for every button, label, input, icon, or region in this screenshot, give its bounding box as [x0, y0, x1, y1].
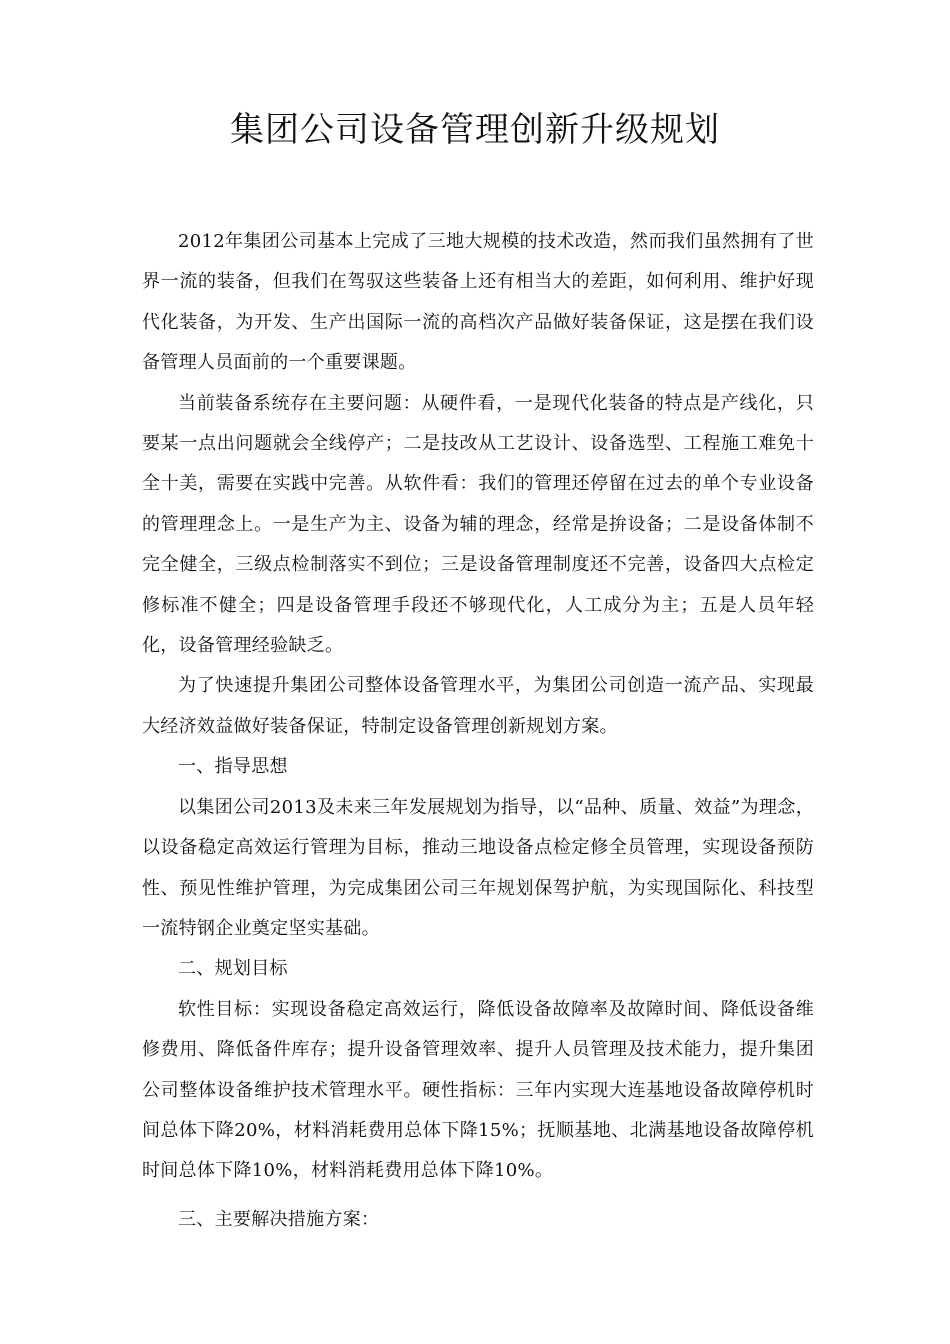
section-heading-guiding-principle: 一、指导思想 [178, 756, 288, 778]
problems-paragraph: 当前装备系统存在主要问题：从硬件看，一是现代化装备的特点是产线化，只要某一点出问题就会全线停产；二是技改从工艺设计、设备选型、工程施工难免十全十美，需要在实践中完善。从软件看：我们的管理还停留在过去的单个专业设备的管理理念上。一是生产为主、设备为辅的理念，经常是拚设备；二是设备体制不完全健全，三级点检制落实不到位；三是设备管理制度还不完善，设备四大点检定修标准不健全；四是设备管理手段还不够现代化，人工成分为主；五是人员年轻化，设备管理经验缺乏。 [142, 392, 814, 657]
purpose-paragraph: 为了快速提升集团公司整体设备管理水平，为集团公司创造一流产品、实现最大经济效益做好装备保证，特制定设备管理创新规划方案。 [142, 675, 814, 737]
planning-goals-paragraph: 软性目标：实现设备稳定高效运行，降低设备故障率及故障时间、降低设备维修费用、降低备件库存；提升设备管理效率、提升人员管理及技术能力，提升集团公司整体设备维护技术管理水平。硬性指标：三年内实现大连基地设备故障停机时间总体下降20%，材料消耗费用总体下降15%；抚顺基地、北满基地设备故障停机时间总体下降10%，材料消耗费用总体下降10%。 [142, 998, 814, 1182]
guiding-principle-paragraph: 以集团公司2013及未来三年发展规划为指导，以“品种、质量、效益”为理念，以设备稳定高效运行管理为目标，推动三地设备点检定修全员管理，实现设备预防性、预见性维护管理，为完成集团公司三年规划保驾护航，为实现国际化、科技型一流特钢企业奠定坚实基础。 [142, 796, 814, 939]
document-body [142, 222, 814, 1240]
document-title: 集团公司设备管理创新升级规划 [230, 110, 720, 150]
intro-paragraph: 2012年集团公司基本上完成了三地大规模的技术改造，然而我们虽然拥有了世界一流的装备，但我们在驾驭这些装备上还有相当大的差距，如何利用、维护好现代化装备，为开发、生产出国际一流的高档次产品做好装备保证，这是摆在我们设备管理人员面前的一个重要课题。 [142, 231, 814, 374]
section-heading-planning-goals: 二、规划目标 [178, 958, 288, 980]
section-heading-main-measures: 三、主要解决措施方案： [178, 1208, 380, 1230]
